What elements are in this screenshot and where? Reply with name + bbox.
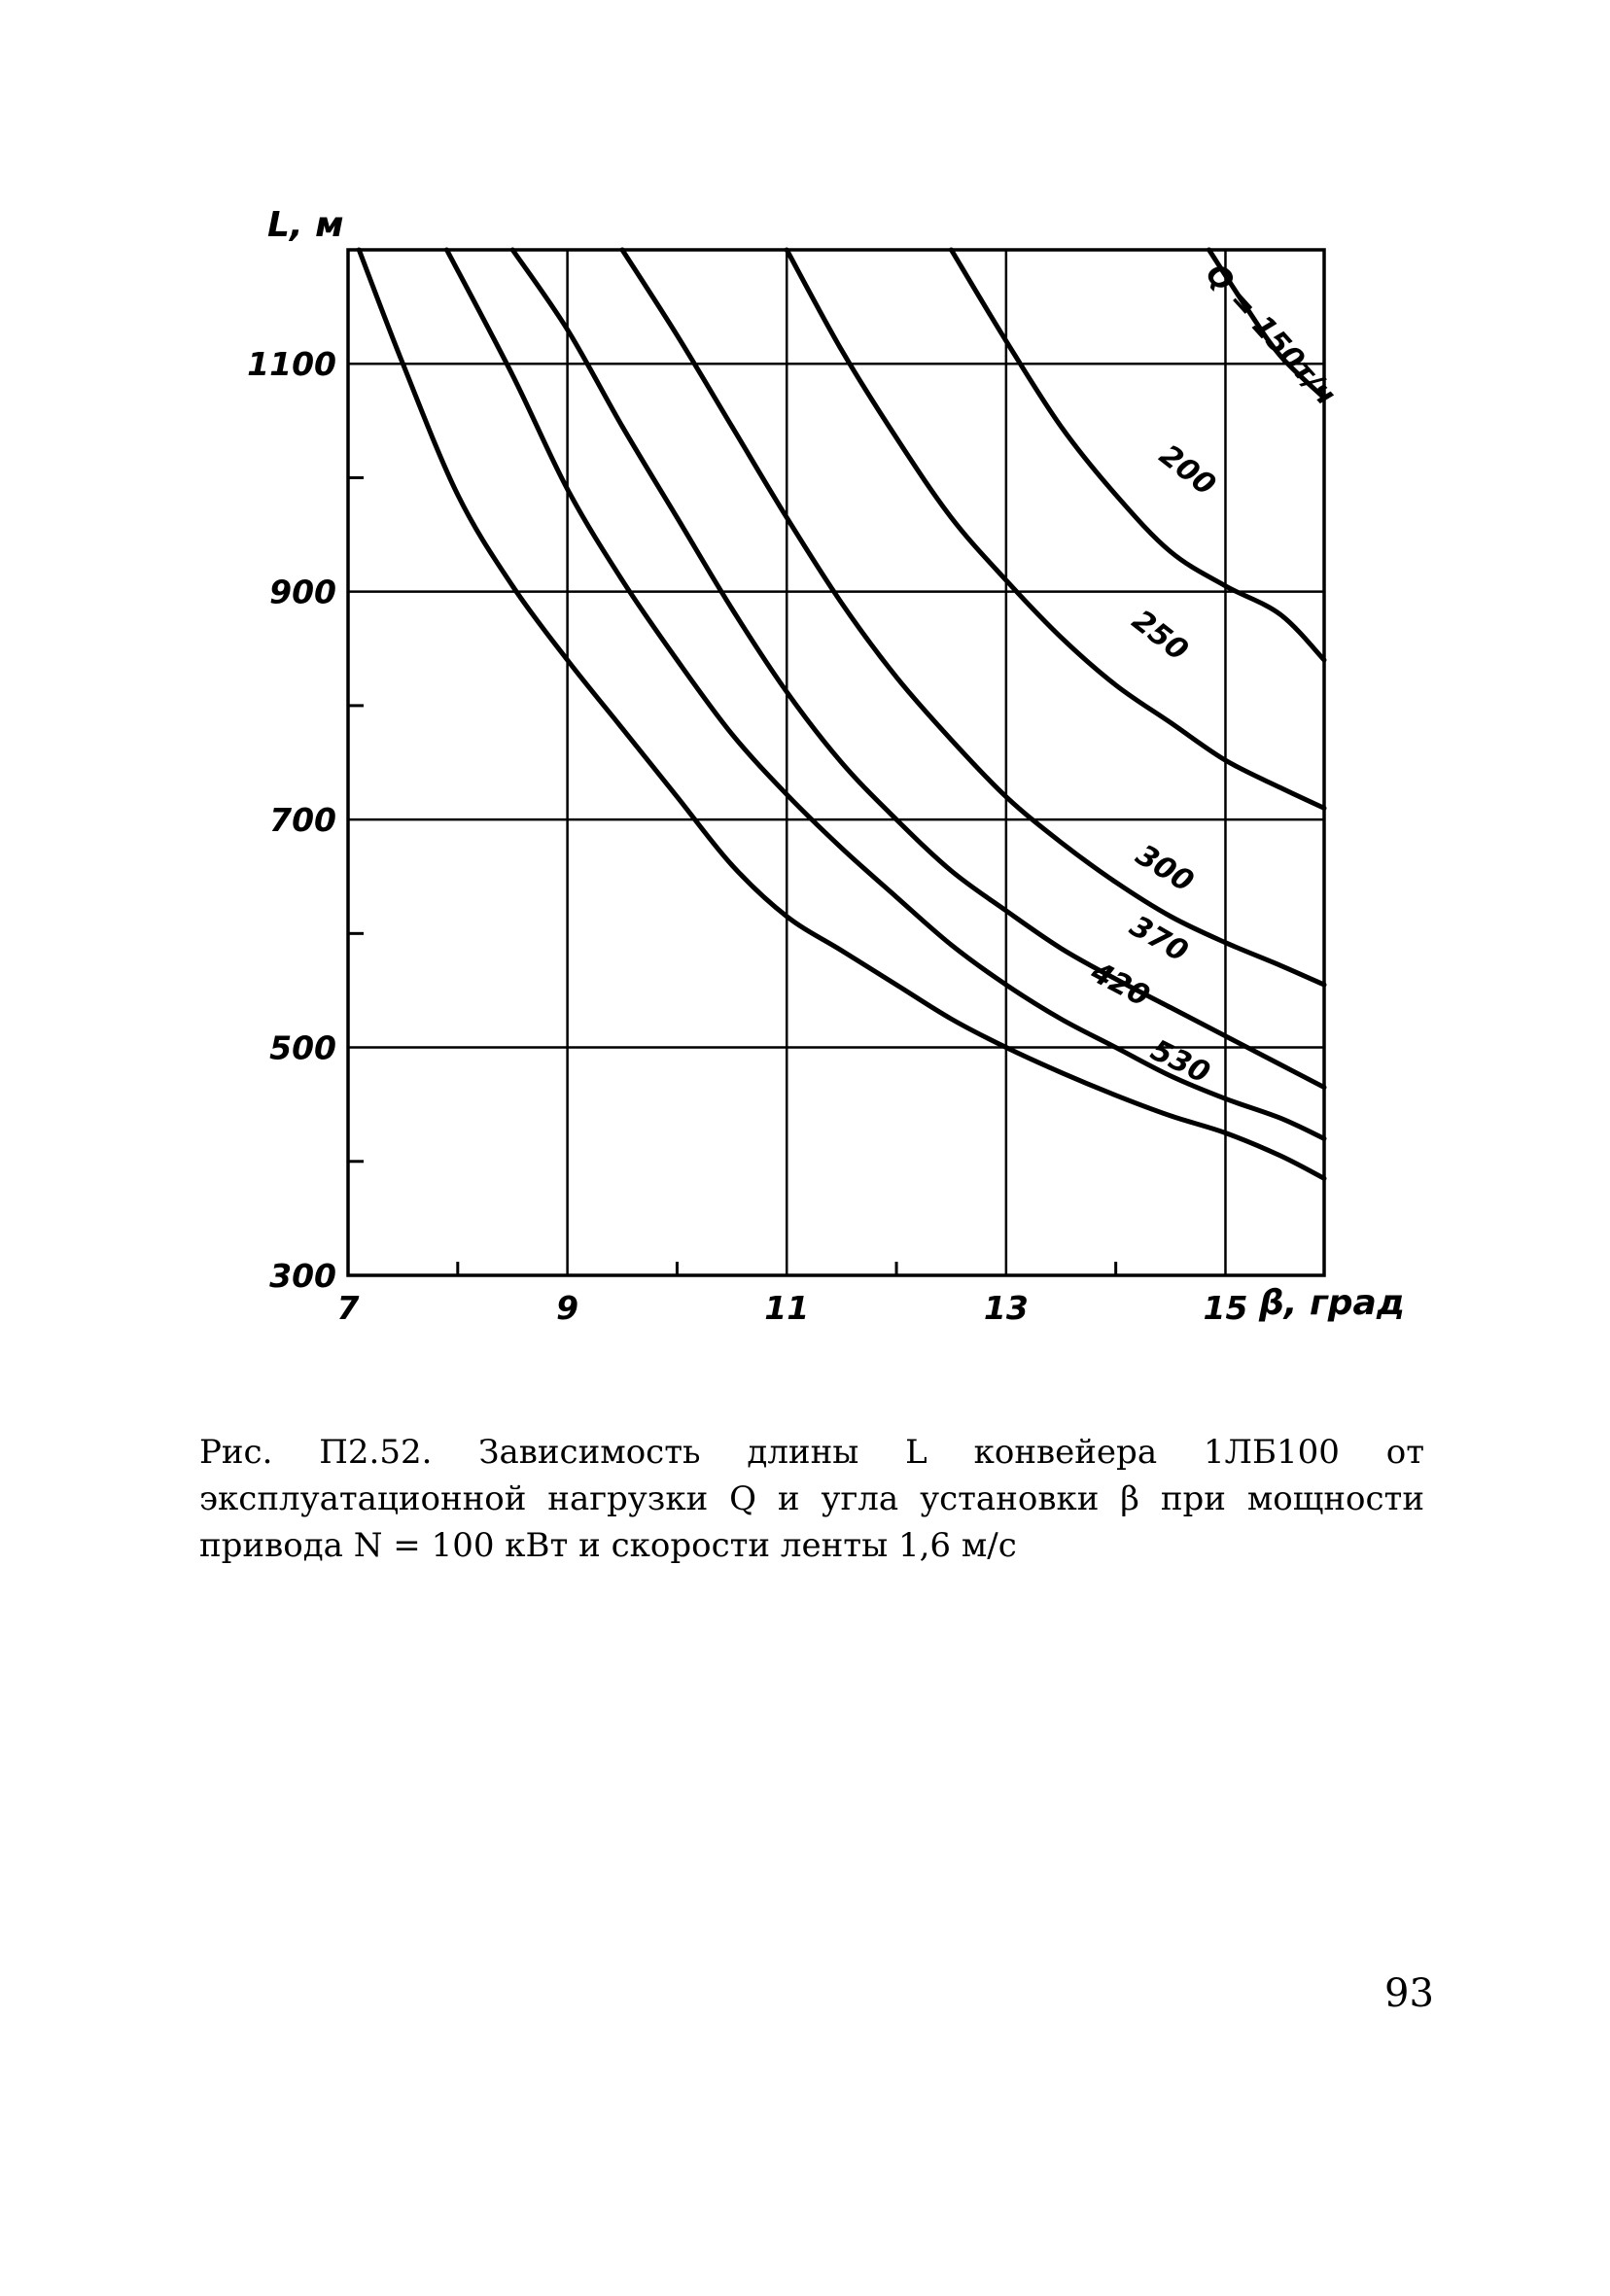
curves: [359, 250, 1324, 1178]
x-tick-label: 13: [983, 1289, 1029, 1327]
curve-label-530: 530: [1145, 1033, 1215, 1091]
y-tick-label: 300: [269, 1257, 336, 1295]
y-tick-label: 900: [269, 573, 336, 611]
curve-label-370: 370: [1124, 909, 1194, 969]
y-tick-label: 1100: [247, 345, 336, 384]
series-line-370: [512, 250, 1324, 1088]
y-tick-label: 500: [269, 1028, 336, 1067]
x-tick-label: 15: [1203, 1289, 1248, 1327]
series-line-250: [787, 250, 1324, 808]
y-axis-label: L, м: [267, 205, 344, 245]
curve-label-420: 420: [1085, 955, 1155, 1015]
axis-ticks: [247, 345, 1247, 1327]
grid: [348, 250, 1324, 1275]
curve-labels: [1084, 258, 1343, 1091]
plot-border: [348, 250, 1324, 1275]
series-line-420: [447, 250, 1324, 1138]
x-tick-label: 11: [764, 1289, 810, 1327]
curve-label-250: 250: [1125, 603, 1195, 668]
series-line-530: [359, 250, 1324, 1178]
y-tick-label: 700: [269, 801, 336, 840]
x-axis-label: β, град: [1259, 1283, 1405, 1323]
figure-caption: Рис. П2.52. Зависимость длины L конвейера 1ЛБ100 от эксплуатационной нагрузки Q и угла установки β при мощности привода N = 100 кВт и скорости ленты 1,6 м/с: [199, 1433, 1424, 1565]
x-tick-label: 9: [556, 1289, 579, 1327]
x-tick-label: 7: [336, 1289, 360, 1327]
series-line-300: [622, 250, 1324, 985]
page-number: 93: [1384, 1971, 1434, 2016]
curve-label-300: 300: [1129, 838, 1200, 900]
curve-label-200: 200: [1152, 437, 1222, 504]
curve-label-150: Q = 150т/ч: [1198, 257, 1344, 413]
plot-frame: [348, 250, 1324, 1275]
